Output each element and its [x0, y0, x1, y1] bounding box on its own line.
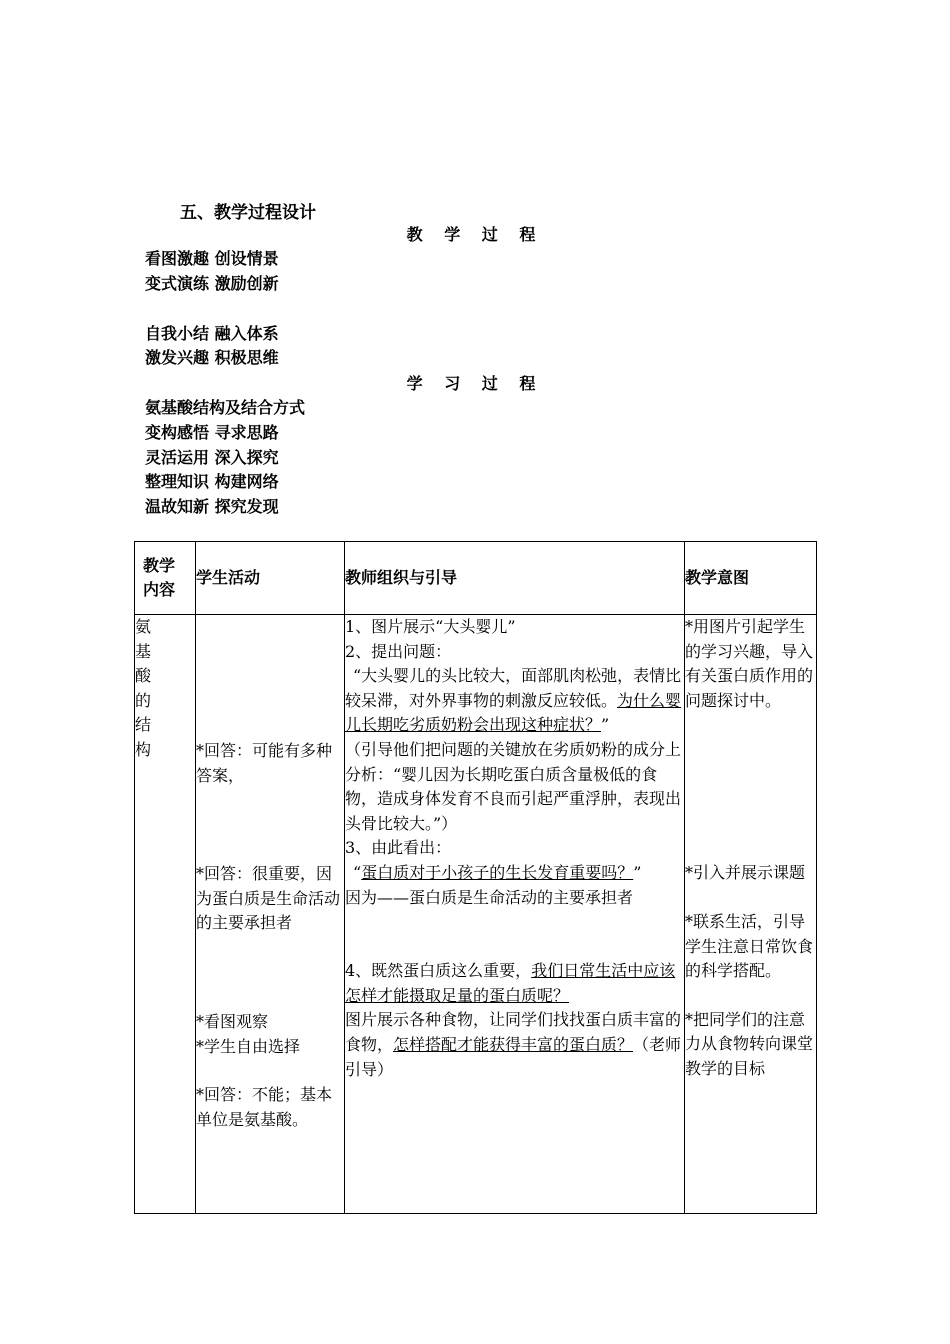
food-question: 怎样搭配才能获得丰富的蛋白质？: [393, 1034, 634, 1054]
student-activity-cell: [196, 615, 345, 1214]
teaching-phrase: 变式演练 激励创新: [145, 274, 279, 293]
teaching-intent-cell: [685, 615, 817, 1214]
learning-phrase: 灵活运用 深入探究: [145, 448, 279, 467]
lesson-plan-table: [134, 541, 817, 1214]
learning-phrase: 氨基酸结构及结合方式: [145, 398, 306, 417]
teacher-answer: 因为——蛋白质是生命活动的主要承担者: [345, 887, 634, 907]
student-answer-3: *回答：不能；基本单位是氨基酸。: [196, 1085, 333, 1129]
student-answer-1: *回答：可能有多种答案，: [196, 741, 333, 785]
teaching-phrase: 自我小结 融入体系: [145, 324, 279, 343]
teacher-guidance-cell: [345, 615, 685, 1214]
intent-2: *引入并展示课题: [685, 863, 806, 883]
food-display-text: 图片展示各种食物，让同学们找找蛋白质丰富的食物，: [345, 1010, 682, 1054]
teacher-food-display: [345, 1008, 684, 1082]
teacher-question-2: [345, 861, 684, 886]
teacher-step-1: 1、图片展示“大头婴儿”: [345, 617, 516, 636]
teaching-phrase: 激发兴趣 积极思维: [145, 348, 279, 367]
content-cell: [135, 615, 196, 1214]
teacher-step-2: 2、提出问题：: [345, 641, 452, 661]
learning-phrase: 变构感悟 寻求思路: [145, 423, 279, 442]
student-observe: *看图观察: [196, 1011, 269, 1031]
learning-phrase: 整理知识 构建网络: [145, 472, 279, 491]
quote-open: “: [353, 862, 362, 882]
teacher-step-4: [345, 959, 684, 1008]
student-choose: *学生自由选择: [196, 1036, 301, 1056]
intent-3: *联系生活，引导学生注意日常饮食的科学搭配。: [685, 911, 814, 981]
learning-phrase: 温故知新 探究发现: [145, 497, 279, 516]
teacher-quote: [345, 664, 684, 738]
teacher-step-3: 3、由此看出：: [345, 838, 452, 858]
growth-question: 蛋白质对于小孩子的生长发育重要吗？: [361, 862, 634, 882]
learning-process-heading: 学 习 过 程: [406, 374, 544, 393]
quote-close: ”: [601, 715, 610, 735]
header-student-activity: 学生活动: [196, 542, 345, 615]
student-answer-2: *回答：很重要，因为蛋白质是生命活动的主要承担者: [196, 864, 341, 933]
table-row: [135, 615, 817, 1214]
header-teacher-guidance: 教师组织与引导: [345, 542, 685, 615]
teaching-process-heading: 教 学 过 程: [406, 225, 544, 244]
quote-question: 为什么婴儿长期吃劣质奶粉会出现这种症状？: [345, 690, 682, 735]
section-title: 五、教学过程设计: [180, 203, 316, 223]
intent-4: *把同学们的注意力从食物转向课堂教学的目标: [685, 1009, 814, 1078]
quote-close: ”: [633, 862, 642, 882]
teaching-phrase: 看图激趣 创设情景: [145, 249, 279, 268]
teacher-guide-note: （引导他们把问题的关键放在劣质奶粉的成分上分析：“婴儿因为长期吃蛋白质含量极低的食物，造成身体发育不良而引起严重浮肿，表现出头骨比较大。”）: [345, 739, 682, 833]
teacher-guide-tag: （老师引导）: [345, 1034, 682, 1079]
intent-1: *用图片引起学生的学习兴趣，导入有关蛋白质作用的问题探讨中。: [685, 617, 814, 710]
content-topic: 氨基酸的结构: [135, 617, 152, 759]
quote-description: “大头婴儿的头比较大，面部肌肉松弛，表情比较呆滞，对外界事物的刺激反应较低。: [345, 666, 682, 710]
step-4-question: 我们日常生活中应该怎样才能摄取足量的蛋白质呢？: [345, 961, 676, 1005]
header-content: 教学内容: [135, 542, 196, 615]
table-header-row: [135, 542, 817, 615]
header-teaching-intent: 教学意图: [685, 542, 817, 615]
step-4-lead: 4、既然蛋白质这么重要，: [345, 961, 532, 981]
